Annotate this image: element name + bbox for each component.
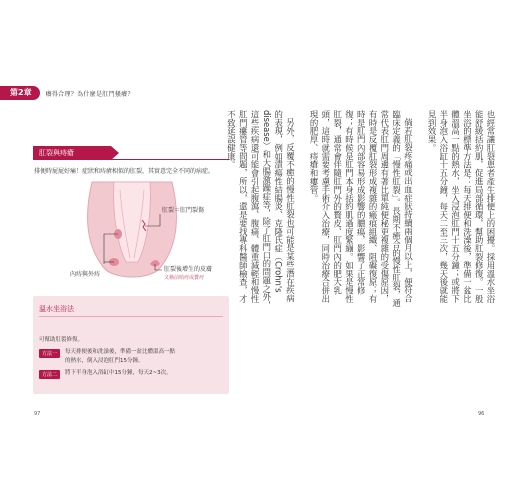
chapter-header xyxy=(0,86,134,100)
method-text xyxy=(65,369,172,378)
body-paragraph: 也經常讓肛裂患者產生排便上的困擾。採用溫水坐浴能舒緩括約肌，促進局部循環，幫助肛裂修復。一般坐浴的標準方法是：每天排便和洗澡後，準備一盆比體溫高一點的熱水，坐入浸泡肛門十五分鐘；或將下半身泡入浴缸十五分鐘，每天二至三次，幾天後就能見到效果。 xyxy=(427,110,496,303)
sitz-bath-divider xyxy=(39,316,223,317)
sitz-bath-intro: 可幫助肛裂修復。 xyxy=(39,337,84,343)
body-paragraph: 倘若肛裂疼痛或出血症狀持續兩個月以上，便符合臨床定義的「慢性肛裂」。長期不癒合的慢性肛裂，通常代表肛門周邊有著比單純便秘更複雜的受傷原因，有時是反覆肛裂形成複雜的瘢痕組織、阻礙復原；有時是肛門內部容易形成影響的膿瘍，影響了正常修復；有時候是肛門本身括約肌過度緊繃。如果是慢性肛裂，通常會伴隨肛門外的贅皮、肛門內的肥大乳頭，這時就需要考慮手術介入治療，同時治療合併出現的肥厚、痔瘡和瘻管。 xyxy=(309,110,414,308)
method-tag: 方法一 xyxy=(39,349,60,358)
method-text-line: 的熱水，倒入浸泡肛門15分鐘。 xyxy=(65,358,144,364)
label-internal-external: 內痔與外痔 xyxy=(70,271,101,278)
chapter-badge: 第2章 xyxy=(0,86,40,100)
method-item xyxy=(39,349,175,366)
page-number-right: 96 xyxy=(478,411,485,417)
sitz-bath-box xyxy=(33,296,229,394)
sitz-bath-title: 溫水坐浴法 xyxy=(39,305,74,313)
body-text-vertical xyxy=(226,110,496,310)
method-text-line: 每天排便後和洗澡後，準備一盆比體溫高一點 xyxy=(65,349,176,355)
lead-text: 排便時屁屁好痛！症狀和痔瘡相似的肛裂，其實意完全不同的病症。 xyxy=(34,168,215,175)
page-number-left: 97 xyxy=(34,411,41,417)
method-item xyxy=(39,370,172,379)
label-skin-tag-1: 肛裂後增生的皮膚 xyxy=(164,266,213,273)
method-text xyxy=(65,348,175,366)
anal-anatomy-illustration xyxy=(34,176,230,288)
label-skin-tag-2: 又稱前哨痔或贅痔 xyxy=(164,275,205,281)
section-title: 肛裂與痔瘡 xyxy=(33,146,111,160)
method-text-line: 將下半身泡入浴缸中15分鐘，每天2~3次。 xyxy=(65,370,172,376)
label-fissure: 肛裂＝肛門裂傷 xyxy=(162,207,205,214)
section-divider xyxy=(33,159,229,160)
method-tag: 方法二 xyxy=(39,370,60,379)
chapter-title: 癢得合理？為什麼是肛門搔癢？ xyxy=(45,90,134,98)
body-paragraph: 另外，反覆不癒的慢性肛裂也可能是某些潛在疾病的表現，例如潰瘍性結腸炎、克隆氏症（Crohn's disease）和大腸激躁症等，除了肛門口的問題之外，這些疾病還可能會引起腹瀉、腹痛、體重減輕和慢性肛門瘻管等問題，所以，還是要找專科醫師檢查，才不致延誤健康。 xyxy=(226,110,296,310)
